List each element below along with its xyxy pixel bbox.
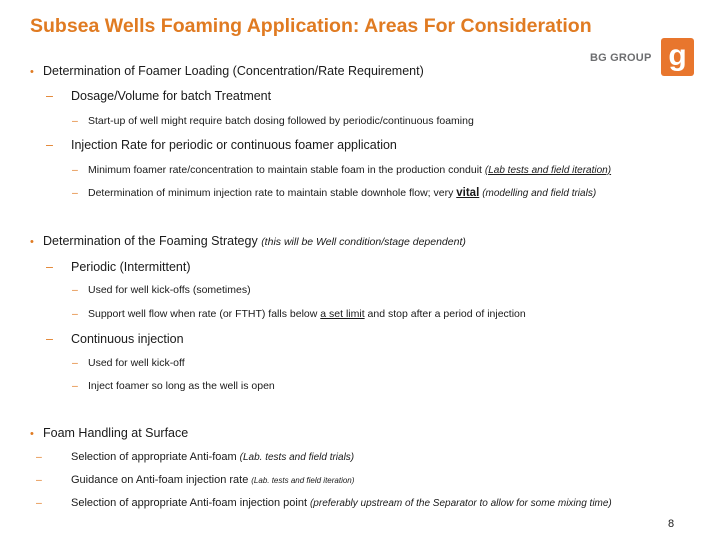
sub-item-injection-rate (46, 138, 397, 152)
dash-icon: – (72, 308, 78, 320)
bg-g-logo-icon (661, 38, 694, 76)
sub-item-text: Continuous injection (71, 332, 184, 346)
bullet-note: (this will be Well condition/stage dependent) (261, 236, 466, 248)
bullet-foam-handling (30, 426, 188, 440)
bullet-icon: • (30, 236, 34, 248)
sub-item-text: Selection of appropriate Anti-foam injection point (71, 497, 308, 509)
sub-item-antifoam-point (36, 497, 612, 509)
bullet-icon: • (30, 428, 34, 440)
svg-text:g: g (668, 39, 687, 72)
bullet-text: Foam Handling at Surface (43, 426, 189, 440)
sub-sub-item-text: Minimum foamer rate/concentration to maintain stable foam in the production conduit (88, 164, 482, 176)
sub-item-periodic (46, 260, 190, 274)
dash-icon: – (36, 497, 42, 509)
sub-item-text: Selection of appropriate Anti-foam (71, 451, 237, 463)
dash-icon: – (72, 164, 78, 176)
dash-icon: – (72, 284, 78, 296)
dash-icon: – (36, 474, 42, 486)
sub-sub-item-min-injection (72, 187, 596, 199)
bullet-foamer-loading (30, 64, 424, 78)
bullet-icon: • (30, 66, 34, 78)
sub-sub-item-text-end: and stop after a period of injection (367, 308, 526, 320)
sub-sub-item-kickoff (72, 357, 185, 369)
dash-icon: – (72, 357, 78, 369)
dash-icon: – (46, 332, 53, 346)
sub-item-text: Injection Rate for periodic or continuous foamer application (71, 138, 397, 152)
bullet-text: Determination of Foamer Loading (Concentration/Rate Requirement) (43, 64, 424, 78)
underlined-set-limit: a set limit (320, 308, 365, 320)
sub-sub-item-text: Inject foamer so long as the well is open (88, 380, 275, 392)
page-number: 8 (668, 518, 675, 530)
sub-item-continuous (46, 332, 184, 346)
sub-item-text: Guidance on Anti-foam injection rate (71, 474, 249, 486)
dash-icon: – (46, 138, 53, 152)
dash-icon: – (72, 380, 78, 392)
sub-sub-item-text: Support well flow when rate (or FTHT) falls below (88, 308, 318, 320)
sub-item-note: (Lab. tests and field trials) (239, 452, 355, 463)
sub-sub-item-text: Start-up of well might require batch dosing followed by periodic/continuous foaming (88, 115, 474, 127)
sub-item-note: (preferably upstream of the Separator to allow for some mixing time) (309, 498, 612, 509)
sub-sub-item-text: Used for well kick-offs (sometimes) (88, 284, 251, 296)
sub-sub-item-text: Determination of minimum injection rate to maintain stable downhole flow; very (88, 187, 454, 199)
dash-icon: – (46, 260, 53, 274)
sub-sub-item-note: (modelling and field trials) (482, 188, 597, 199)
sub-sub-item-support-flow (72, 308, 526, 320)
dash-icon: – (36, 451, 42, 463)
sub-sub-item-startup (72, 115, 474, 127)
sub-item-antifoam-rate (36, 474, 354, 486)
sub-item-text: Periodic (Intermittent) (71, 260, 191, 274)
sub-sub-item-inject-open (72, 380, 275, 392)
dash-icon: – (72, 187, 78, 199)
sub-sub-item-minimum-rate (72, 164, 611, 176)
bullet-foaming-strategy (30, 234, 466, 248)
sub-sub-item-note: (Lab tests and field iteration) (484, 165, 612, 176)
sub-item-note: (Lab. tests and field iteration) (251, 476, 355, 485)
sub-item-text: Dosage/Volume for batch Treatment (71, 89, 272, 103)
dash-icon: – (46, 89, 53, 103)
slide-title: Subsea Wells Foaming Application: Areas For Consideration (30, 15, 592, 37)
sub-item-antifoam-selection (36, 451, 354, 463)
emphasis-vital: vital (456, 187, 480, 199)
bg-group-logo-text: BG GROUP (590, 52, 652, 64)
bullet-text: Determination of the Foaming Strategy (43, 234, 258, 248)
sub-sub-item-kickoffs (72, 284, 251, 296)
dash-icon: – (72, 115, 78, 127)
sub-item-dosage (46, 89, 271, 103)
sub-sub-item-text: Used for well kick-off (88, 357, 185, 369)
